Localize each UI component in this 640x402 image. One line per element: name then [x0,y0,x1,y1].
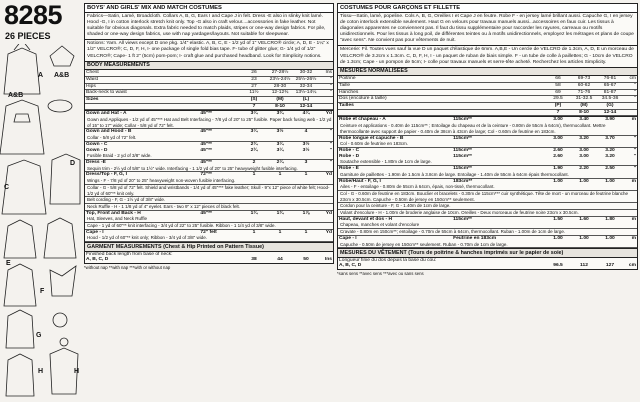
english-size-unit [319,96,333,103]
english-size-unit [319,103,333,110]
english-title: BOYS' AND GIRLS' MIX AND MATCH COSTUMES [84,3,334,13]
french-size-col1: 66 [555,76,561,82]
french-size-col2: 8-10 [579,109,589,115]
french-size-col2: 71-76 [577,89,591,95]
english-yardage-label: Gown - D [86,147,108,153]
french-yardage-label: Robe - D [339,153,360,159]
french-yardage-col1: 2.60 [553,147,563,153]
french-yardage-note: Cordon pour la ceinture - F, G - 1.40m de 1cm de large. [340,203,451,209]
french-title: COSTUMES POUR GARÇONS ET FILLETTE [337,3,638,13]
garment-sketches [0,44,82,402]
french-yardage-note-row [338,123,637,135]
french-size-row [338,89,637,96]
french-yardage-label: Cape - I [339,235,357,241]
french-size-col1: 7 [556,109,560,115]
sketch-gown-a [4,48,40,94]
french-yardage-col2: 3.20 [579,135,589,141]
french-size-col3: 12-14 [603,109,617,115]
french-yardage-note: Chapeau, manches et volant d'encolure [340,222,420,228]
french-yardage-label: Robe - C [339,147,360,153]
french-garment-sub: Longueur finie du dos depuis la base du cou: [339,257,437,263]
french-size-unit: " [634,82,636,88]
french-yardage-col3: 3.70 [605,135,615,141]
english-yardage-note: Gown and Appliques - 1/2 yd of 45"*** Hat and Belt Interfacing - 7/8 yd of 20" to 25" fusible. Paper back fusing web - 1/2 yd of 15" to 17" wide; Collar - 5/8 yd of 72" felt. [87,117,332,128]
french-yardage-label: Haut, devant et dos - H [339,216,392,222]
french-yardage-unit: " [633,166,636,172]
french-yardage-note: Col - G - 0.60m de feutrine en 183cm. Bouclier et bracelets - 0.30m de 115cm*** cuir synthétique. Tête de mort - un morceau de feutrine blanche 23cm x 30.5cm. Capuche - 0.50m de jersey en 150cm** seulement. [340,190,628,202]
french-yardage-note: Ceinture et applications - 0.40m de 115cm** ; Entoilage du chapeau et de la ceinture - 0.80m de 55cm à 64cm), thermocollant. Mettre thermocollante avec support de papier - 0.40m de 38cm à 43cm de large; Col - 0.60m de feutrine en 183cm. [340,123,606,134]
english-size-col1: 23 [251,76,257,82]
french-yardage-table [337,117,638,249]
english-size-col3: (L) [302,96,310,102]
french-yardage-width: 115cm** [453,117,472,123]
french-size-unit: " [634,96,636,102]
french-yardage-unit: m [631,235,636,241]
english-size-col3: 32-34 [299,83,313,89]
english-size-col1: 11½ [249,90,259,96]
english-garment-l: 50 [303,257,309,263]
french-yardage-label: Robe et chapeau - A [339,117,386,123]
english-yardage-label: Gown and Hat - A [86,111,127,117]
english-yardage-note: Belt cording - F, G - 1½ yd of 3/8" wide. [87,197,166,203]
english-size-row [85,90,333,97]
french-yardage-note: Capuche - 0.50m de jersey en 150cm** seulement. Ruban - 0.70m de 1cm de large. [340,241,508,247]
french-size-unit [623,103,637,110]
french-footnote: *sans sens **avec sens ***avec ou sans sens [337,271,424,277]
english-yardage-width: 45"** [200,210,212,216]
english-yardage-col1: 3¼ [250,129,258,135]
english-yardage-unit: Yd [325,111,332,117]
french-yardage-col3: 1.00 [605,235,615,241]
english-size-unit: Ins [325,70,332,76]
french-size-label: Poitrine [339,76,356,82]
english-yardage-width: 45"** [200,141,212,147]
english-size-col3: 13½-14¼ [295,90,317,96]
english-size-unit: " [330,76,332,82]
sketch-dress-e [4,220,36,258]
french-size-label: Tailles [339,103,354,109]
english-size-unit: " [330,90,332,96]
french-size-label: Hanches [339,89,359,95]
french-size-col3: 76-81 [603,76,617,82]
french-yardage-note: Ailes - F - entoilage - 0.80m de 55cm à 64cm, épais, non-tissé, thermocollant. [340,184,495,190]
english-yardage-col3: 3½ [302,147,310,153]
english-yardage-unit: Yd [325,172,332,178]
french-size-unit [623,109,637,116]
english-yardage-note-row [85,184,333,196]
french-yardage-width: 115cm** [453,147,472,153]
english-yardage-col1: 1¾ [250,210,258,216]
english-yardage-col3: 3 [304,160,308,165]
english-garment-table [84,252,334,264]
french-yardage-unit: m [631,178,636,184]
english-yardage-width: 45"** [200,129,212,135]
sketch-top-h [6,354,34,396]
french-garment-p: 96.5 [553,263,563,269]
english-yardage-col2: 1 [278,172,282,178]
french-yardage-note-row [338,203,637,210]
french-size-label: Taille [339,82,351,88]
english-size-label: Sizes [86,96,99,102]
english-yardage-table [84,111,334,243]
english-yardage-col1: 2¾ [250,147,258,153]
english-size-col2: 12-12¾ [271,90,289,96]
piece-count: 26 PIECES [5,31,51,41]
english-yardage-col3: 4¼ [302,111,310,117]
french-yardage-col3: 1.00 [605,178,615,184]
english-size-label: Waist [86,76,99,82]
french-yardage-note: Col - 0.60m de feutrine en 183cm. [340,141,409,147]
french-size-col2: 31-32.5 [575,96,593,102]
french-yardage-col2: 3.40 [579,117,589,123]
english-yardage-note-row [85,203,333,210]
french-yardage-width: 115cm** [453,135,472,141]
english-size-col1: 7 [252,103,256,109]
english-yardage-label: Cape - I [86,229,104,235]
french-yardage-col2: 3.00 [579,147,589,153]
english-yardage-note: Sequin trim - 2½ yd of 5/8" to 1½" wide. Interfacing - 1 1/2 yd of 20" to 25" heavyweight fusible interfacing. [87,165,298,171]
french-yardage-col1: 3.00 [553,135,563,141]
english-yardage-col3: 4 [304,129,308,135]
sketch-label-e: E [6,260,11,267]
french-garment-unit: cm [628,263,636,269]
french-yardage-unit: " [633,135,636,141]
french-yardage-unit: " [633,147,636,153]
french-garment-table [337,258,638,270]
french-size-col3: 81-87 [603,89,617,95]
english-yardage-label: Dress/Top - F, G, I [86,172,127,178]
french-yardage-width: 115cm** [453,153,472,159]
french-yardage-col2: 1.00 [579,235,589,241]
french-yardage-unit: m [631,216,636,222]
french-tissus: Tissu—Satin, lamé, popeline. Cols A, B, G, Oreilles I et Cape J en feutre. Robe F - en jersey lamé brillant aussi. Capuche G, I en jersey de coton interlock extensible seulement. Haut G en velours pour travaux manuels aussi...accessoires en faux cuir. Les tissus à diagonales apparentes ne conviennent pas. Il faut du tissu supplémentaire pour raccorder les rayures, carreaux ou motifs unidirectionnels. Pour les tissus à long poil, de différentes teintes ou à motifs unidirectionnels, employez les métrages et plans de coupe "avec sens". Ne convient pas pour vêtements de nuit. [337,13,638,46]
english-garment-label: A, B, C, D [86,257,109,263]
english-yardage-col2: 3¾ [276,111,284,117]
french-yardage-note-row [338,229,637,236]
english-garment-m: 44 [277,257,283,263]
english-garment-measurements-head: GARMENT MEASUREMENTS (Chest & Hip Printed on Pattern Tissue) [84,243,334,252]
english-yardage-unit: " [329,141,332,147]
french-yardage-width: 115cm** [453,216,472,222]
english-yardage-note-row [85,197,333,204]
english-yardage-note: Neck Ruffle - H - 1 1/8 yd of 4" eyelet. Ears - two 9" x 12" pieces of black felt. [87,203,241,209]
french-yardage-col1: 1.90 [553,166,563,172]
french-size-col2: 69-73 [577,76,591,82]
sketch-label-g: G [36,332,42,339]
english-yardage-col2: 3¼ [276,141,284,147]
french-size-row [338,82,637,89]
english-yardage-width: 72" felt [200,229,217,235]
french-size-col3: (G) [606,103,614,109]
english-yardage-col1: 3¼ [250,111,258,117]
french-yardage-label: Robe - E [339,166,359,172]
french-yardage-col3: 3.90 [605,117,615,123]
french-yardage-col2: 2.20 [579,166,589,172]
english-garment-s: 38 [251,257,257,263]
french-yardage-unit: m [631,117,636,123]
english-size-col2: 28-30 [273,83,287,89]
english-size-col1: 26 [251,70,257,76]
english-yardage-unit: " [329,160,332,165]
french-mercerie: Mercerie: Fil. Toutes vues sauf la vue D un paquet d'élastique de 6mm. A,B,E - Un cercle de VELCRO de 1.3cm, A, D, E un morceau de VELCRO® de 3.2cm x 1.3cm. C, D, F, H, I - un paquet de ruban de biais simple. F - un tube de colle à paillettes; G - 10cm de VELCRO de 1.3cm; Cape - un pompon de 5cm; I- colle pour travaux manuels et serre-tête acheté. Recherchez les articles Simplicity. [337,46,638,67]
sketch-label-f: F [40,288,45,295]
english-yardage-col3: 1 [304,229,308,235]
french-yardage-col1: 2.60 [553,153,563,159]
english-size-col1: (S) [250,96,258,102]
english-yardage-note-row [85,117,333,129]
english-yardage-note-row [85,235,333,241]
english-yardage-col1: 1 [252,229,256,235]
english-garment-sub: Finished back length from base of neck: [86,251,173,257]
sketch-label-ab-1: A&B [54,72,70,79]
english-yardage-width: 45"** [200,147,212,153]
english-size-label: Back-neck to waist [86,90,127,96]
english-size-row [85,76,333,83]
french-yardage-note: Volant d'encolure - H - 1.00m de broderie anglaise de 10cm. Oreilles - Deux morceaux de feutrine noire 23cm x 30.5cm. [340,210,579,216]
english-size-col2: 8-10 [275,103,285,109]
english-yardage-col2: 1 [278,229,282,235]
english-yardage-unit: " [329,129,332,135]
french-yardage-width: 183cm** [453,178,473,184]
english-yardage-note: Collar - 5/8 yd of 72" felt. [87,135,137,141]
french-size-col1: 29.5 [553,96,563,102]
sketch-label-d: D [70,160,76,167]
french-size-col1: (P) [554,103,562,109]
french-size-unit: " [634,89,636,95]
english-size-col1: 27 [251,83,257,89]
sketch-top-g [6,310,34,348]
english-yardage-col2: 3½ [276,129,284,135]
french-yardage-unit: " [633,153,636,159]
english-fabrics: Fabrics—Satin, Lamé, Broadcloth. Collars A, B, G, Ears I and Cape J in felt. Dress -E also in slinky knit lamé. Hood -G, I in cotton interlock stretch knit only. Top -G also in craft velour....accessories in fake leather. Not suitable for obvious diagonals. Extra fabric needed to match plaids, stripes or one-way design fabrics. For pile, shaded or one-way design fabrics, use with nap yardages/layouts. Not suitable for sleepwear. [84,13,334,40]
english-yardage-label: Gown - C [86,141,108,147]
sketch-gown-ab [0,100,44,154]
french-yardage-note-row [338,242,637,248]
french-yardage-col2: 3.00 [579,153,589,159]
english-yardage-label: Top, Front and Back - H [86,210,141,216]
english-yardage-note: Cape - 1 yd of 60"** knit interfacing - 3/4 yd of 22" to 25" fusible. Ribbon - 1 1/4 yd of 3/8" wide. [87,223,276,229]
english-yardage-note: Fusible Braid - 2 yd of 3/8" wide. [87,153,152,159]
french-size-col2: (M) [580,103,588,109]
english-footnote: *without nap **with nap ***with or without nap [84,265,171,271]
french-size-col1: 69 [555,89,561,95]
french-size-col1: 58 [555,82,561,88]
english-yardage-col2: 1¾ [276,210,284,216]
sketch-hat-ab [50,46,74,66]
sketch-label-a: A [38,72,44,79]
english-yardage-col2: 3¼ [276,147,284,153]
french-size-table [337,76,638,117]
english-yardage-col1: 2¾ [250,141,258,147]
french-yardage-col1: 1.50 [553,216,563,222]
english-size-col2: 23½-24½ [269,76,291,82]
english-yardage-note: Collar - G - 5/8 yd of 72" felt. Shield and wristbands - 1/4 yd of 45"*** fake leather; Skull - 9"x 12" piece of white felt; Hood- 1/2 yd of 60"** knit only. [87,184,330,196]
french-size-row [338,109,637,116]
english-size-row [85,96,333,103]
french-garment-measurements-head: MESURES DU VÊTEMENT (Tours de poitrine & hanches imprimés sur le papier de soie) [337,249,638,258]
english-yardage-col2: 2¼ [276,160,284,165]
pattern-number: 8285 [4,0,63,30]
english-size-col3: 25½-26½ [295,76,317,82]
english-size-row [85,103,333,110]
english-size-row [85,83,333,90]
english-yardage-width: 45"** [200,160,212,165]
english-column [84,3,334,399]
sketch-gown-d [50,154,80,204]
english-size-table [84,70,334,111]
sketch-label-ab-2: A&B [8,92,24,99]
french-yardage-note: Soutache extensible - 1.80m de 1cm de large. [340,159,432,165]
french-yardage-label: Robe longue et capuche - B [339,135,404,141]
english-yardage-col3: 1 [304,172,308,178]
french-garment-g: 127 [605,263,615,269]
english-size-col3: 12-14 [299,103,313,109]
sketch-label-h-2: H [74,368,80,375]
french-garment-m: 112 [580,263,588,269]
english-size-col2: 27-28½ [271,70,289,76]
french-size-unit: cm [629,76,636,82]
french-yardage-note-row [338,210,637,217]
french-yardage-col1: 1.00 [553,235,563,241]
french-yardage-col3: 3.20 [605,147,615,153]
english-yardage-unit: Yd [325,210,332,216]
french-size-col2: 60-62 [577,82,591,88]
english-yardage-note: Hood - 1/2 yd of 60"** knit only; Ribbon - 3/4 yd of 3/8" wide. [87,235,208,241]
french-yardage-col2: 1.00 [579,178,589,184]
english-yardage-col3: 3½ [302,141,310,147]
english-size-label: Hips [86,83,96,89]
french-yardage-col1: 1.00 [553,178,563,184]
english-yardage-note: Hat, Sleeves, and Neck Ruffle [87,216,147,222]
french-size-col3: 34.5-36 [601,96,619,102]
french-garment-label: A, B, C, D [339,263,362,269]
french-yardage-col3: 2.50 [605,166,615,172]
english-size-col2: (M) [276,96,284,102]
sketch-collar-ab [48,100,72,112]
french-yardage-col3: 3.20 [605,153,615,159]
english-yardage-width: 72"** [200,172,212,178]
sketch-label-c: C [4,184,10,191]
english-yardage-note: Wings - F - 7/8 yd of 20" to 25" heavyweight non-woven fusible interfacing. [87,178,236,184]
english-size-col3: 30-32 [299,70,313,76]
english-yardage-col3: 1⅞ [302,210,310,216]
french-yardage-col2: 1.60 [579,216,589,222]
french-size-label: Dos (encolure à taille) [339,96,387,102]
english-yardage-note-row [85,166,333,172]
french-yardage-note: Cravate - 0.80m en 150cm**; entoilage - 0.70m de 55cm à 64cm, thermocollant. Ruban - 1.00m de 1cm de large. [340,229,566,235]
french-yardage-col3: 1.80 [605,216,615,222]
english-yardage-note-row [85,223,333,230]
french-size-row [338,96,637,103]
english-size-label [85,103,241,110]
french-yardage-width: Feutrine en 183cm [453,235,497,241]
english-yardage-width: 45"** [200,111,212,117]
french-size-label [338,109,545,116]
english-yardage-col1: 1 [252,172,256,178]
english-yardage-unit: Yd [325,229,332,235]
english-size-label: Chest [86,70,99,76]
french-body-measurements-head: MESURES NORMALISÉES [337,68,638,77]
english-size-unit: " [330,83,332,89]
french-yardage-label: Robe/Haut - F, G, I [339,178,381,184]
english-garment-unit: Ins [324,257,332,263]
english-yardage-unit: " [329,147,332,153]
english-yardage-label: Gown and Hood - B [86,129,132,135]
sketch-dress-f [4,264,36,306]
french-yardage-width: 115cm** [453,166,472,172]
sketch-label-h-1: H [38,368,44,375]
french-size-row [338,103,637,110]
french-column [337,3,638,399]
english-body-measurements-head: BODY MEASUREMENTS [84,62,334,71]
french-yardage-note-row [338,190,637,202]
english-yardage-label: Dress -E [86,160,106,165]
french-yardage-col1: 3.00 [553,117,563,123]
french-yardage-note: Garniture de paillettes - 1.90m de 1.5cm à 3.8cm de large. Entoilage - 1.40m de 55cm à 64cm épais thermocollant. [340,171,569,177]
english-notions: Notions: Yarn. All views except D one pkg. 1/4" elastic. A, B, C, E - 1/2 yd of 1" VELCRO® circle; A, D, E - 1¼" x 1/2" VELCRO®; C, D, F, H, I- one package of single fold bias tape. F- tube of glitter glue; G- 1/4 yd of 1/2" VELCRO®; Cape- 1 ft 2" (5cm) pom-pom; I- craft glue and purchased headband. Look for Simplicity notions. [84,40,334,61]
english-yardage-col1: 2 [252,160,256,165]
french-size-col3: 65-67 [603,82,617,88]
